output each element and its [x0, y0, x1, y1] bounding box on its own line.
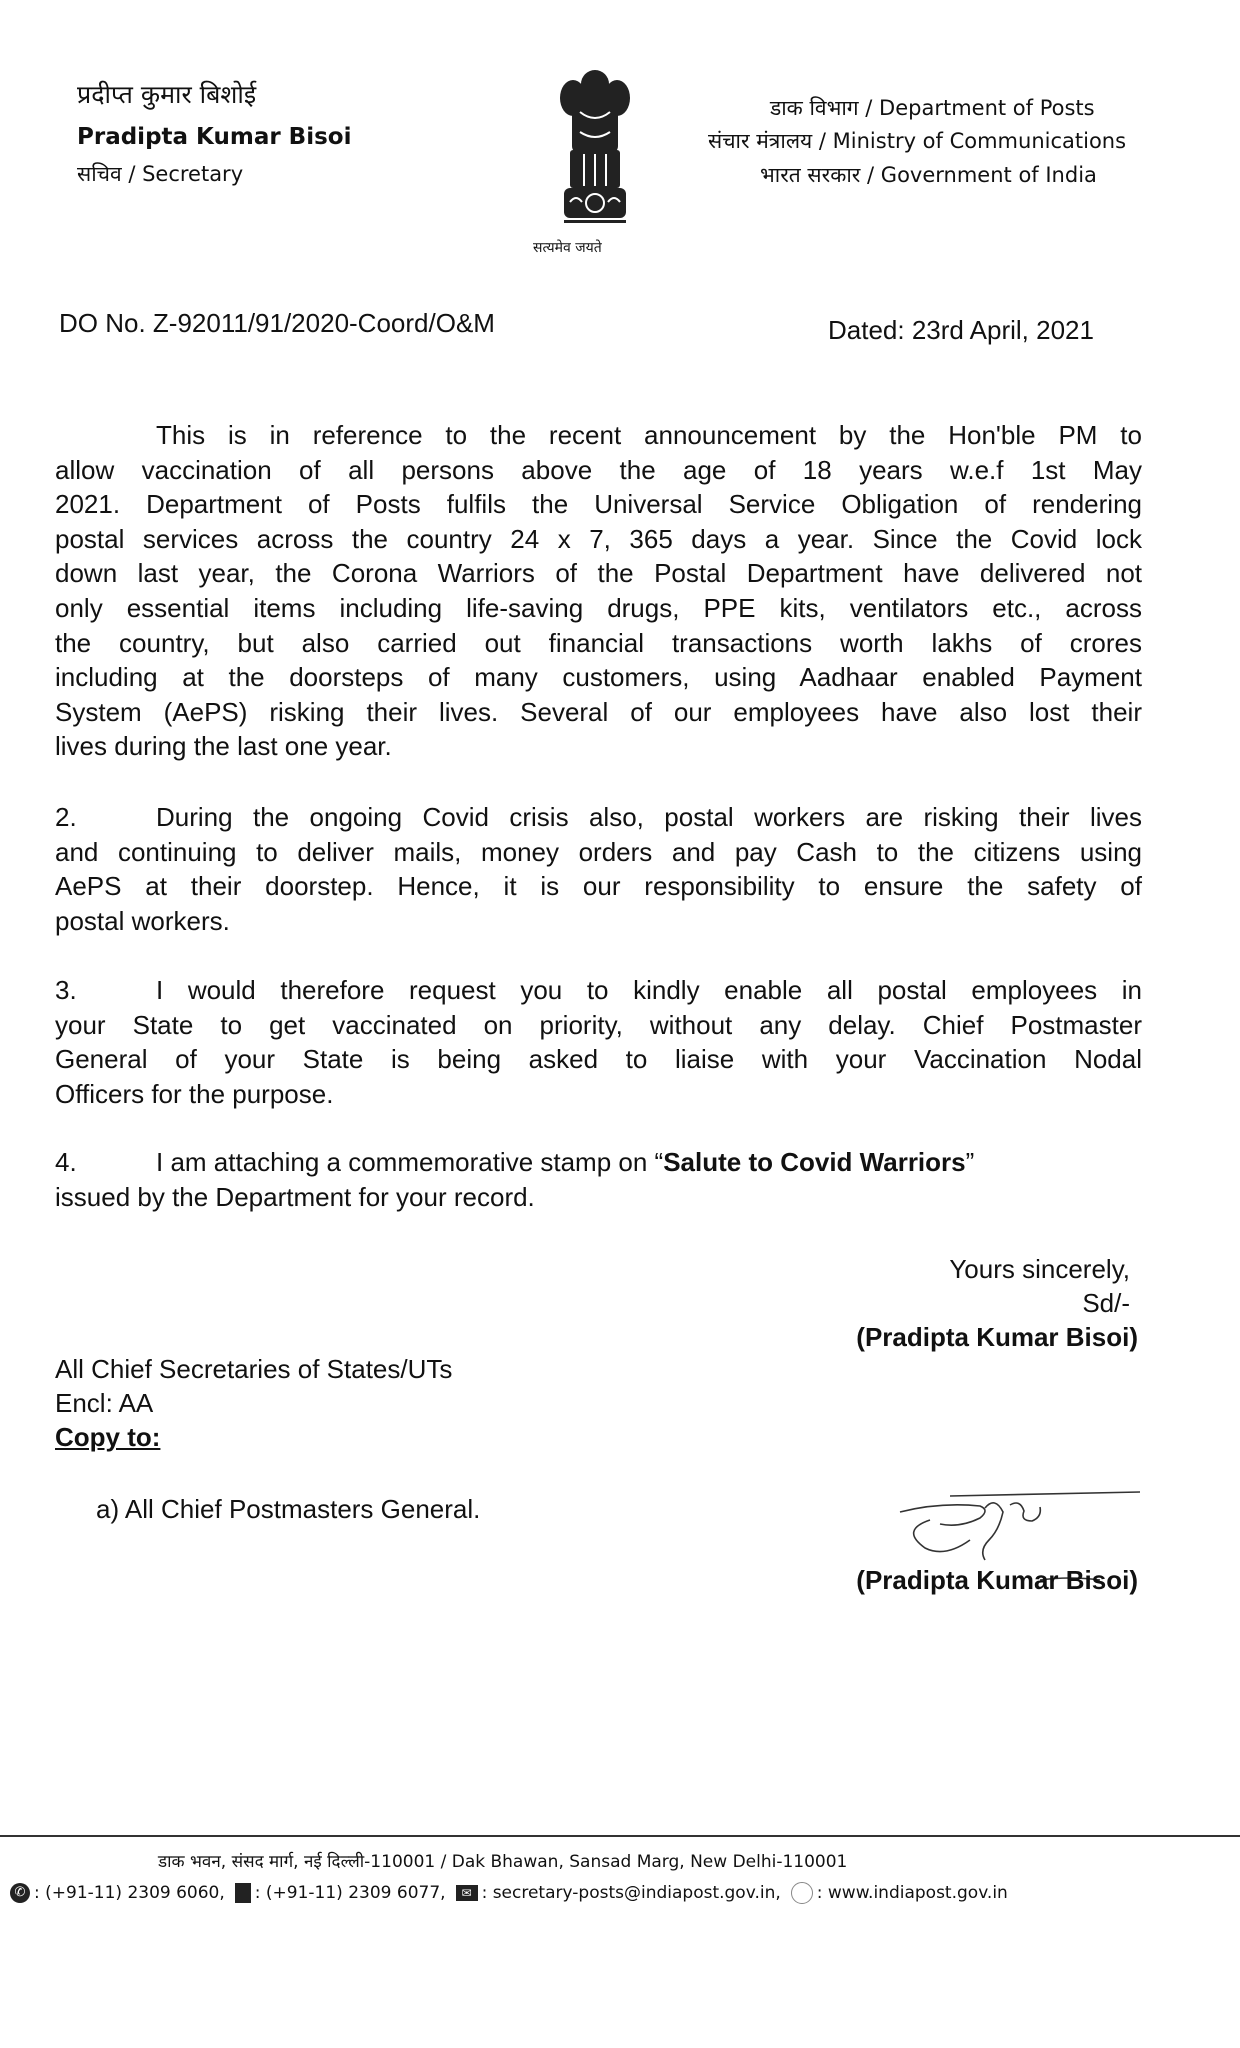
- footer-fax: : (+91-11) 2309 6077,: [254, 1883, 446, 1903]
- phone-icon: ✆: [10, 1883, 30, 1903]
- paragraph-1-line: System (AePS) risking their lives. Several of our employees have also lost their: [55, 696, 1142, 727]
- letter-date: Dated: 23rd April, 2021: [828, 315, 1094, 345]
- paragraph-2-line: During the ongoing Covid crisis also, postal workers are risking their lives: [156, 802, 1142, 832]
- paragraph-3-line: your State to get vaccinated on priority, without any delay. Chief Postmaster: [55, 1009, 1142, 1040]
- footer-divider: [0, 1835, 1240, 1837]
- paragraph-2-line: postal workers.: [55, 905, 230, 936]
- paragraph-1-line: This is in reference to the recent announcement by the Hon'ble PM to: [156, 420, 1142, 450]
- web-icon: [791, 1882, 813, 1904]
- paragraph-3-line: General of your State is being asked to liaise with your Vaccination Nodal: [55, 1044, 1142, 1075]
- stamp-title: Salute to Covid Warriors: [663, 1147, 966, 1177]
- paragraph-1-line: postal services across the country 24 x 7, 365 days a year. Since the Covid lock: [55, 523, 1142, 554]
- paragraph-1-line: the country, but also carried out financial transactions worth lakhs of crores: [55, 627, 1142, 658]
- closing-salutation: Yours sincerely,: [949, 1254, 1130, 1284]
- footer-contacts: [10, 1882, 1008, 1904]
- para4-text: I am attaching a commemorative stamp on “: [156, 1147, 664, 1177]
- emblem-motto: सत्यमेव जयते: [533, 240, 602, 256]
- closing-sd: Sd/-: [1082, 1288, 1130, 1318]
- sender-title: सचिव / Secretary: [77, 162, 244, 186]
- dept-line: डाक विभाग / Department of Posts: [770, 96, 1095, 120]
- footer-website[interactable]: : www.indiapost.gov.in: [816, 1883, 1008, 1903]
- footer-email[interactable]: : secretary-posts@indiapost.gov.in,: [481, 1883, 781, 1903]
- sender-name: Pradipta Kumar Bisoi: [77, 124, 352, 150]
- email-icon: ✉: [456, 1885, 478, 1901]
- paragraph-1-line: allow vaccination of all persons above the age of 18 years w.e.f 1st May: [55, 454, 1142, 485]
- closing-name: (Pradipta Kumar Bisoi): [856, 1322, 1138, 1352]
- addressee: All Chief Secretaries of States/UTs: [55, 1354, 453, 1384]
- copy-to-item: a) All Chief Postmasters General.: [96, 1494, 481, 1524]
- paragraph-2-line: and continuing to deliver mails, money orders and pay Cash to the citizens using: [55, 836, 1142, 867]
- national-emblem-icon: [540, 62, 650, 230]
- paragraph-4-line: [156, 1145, 974, 1180]
- paragraph-number: 4.: [55, 1147, 77, 1177]
- fax-icon: [235, 1883, 251, 1903]
- paragraph-1-line: down last year, the Corona Warriors of the Postal Department have delivered not: [55, 558, 1142, 589]
- paragraph-3-line: I would therefore request you to kindly enable all postal employees in: [156, 975, 1142, 1005]
- paragraph-1-line: 2021. Department of Posts fulfils the Universal Service Obligation of rendering: [55, 489, 1142, 520]
- sender-name-hindi: प्रदीप्त कुमार बिशोई: [77, 80, 257, 109]
- paragraph-1-line: only essential items including life-saving drugs, PPE kits, ventilators etc., across: [55, 593, 1142, 623]
- paragraph-2-line: AePS at their doorstep. Hence, it is our responsibility to ensure the safety of: [55, 871, 1142, 902]
- do-number: DO No. Z-92011/91/2020-Coord/O&M: [59, 308, 495, 338]
- copy-to-heading: Copy to:: [55, 1422, 161, 1452]
- signatory-name: (Pradipta Kumar Bisoi): [856, 1565, 1138, 1595]
- paragraph-4-line: issued by the Department for your record.: [55, 1182, 535, 1212]
- paragraph-3-line: Officers for the purpose.: [55, 1078, 334, 1109]
- paragraph-1-line: lives during the last one year.: [55, 731, 392, 762]
- paragraph-number: 3.: [55, 975, 77, 1005]
- footer-address: डाक भवन, संसद मार्ग, नई दिल्ली-110001 / Dak Bhawan, Sansad Marg, New Delhi-110001: [158, 1852, 848, 1872]
- government-line: भारत सरकार / Government of India: [760, 163, 1097, 187]
- paragraph-1-line: including at the doorsteps of many customers, using Aadhaar enabled Payment: [55, 662, 1142, 693]
- footer-phone: : (+91-11) 2309 6060,: [34, 1883, 225, 1903]
- para4-quote: ”: [965, 1147, 975, 1177]
- ministry-line: संचार मंत्रालय / Ministry of Communications: [708, 129, 1127, 153]
- paragraph-number: 2.: [55, 802, 77, 832]
- enclosure: Encl: AA: [55, 1388, 154, 1418]
